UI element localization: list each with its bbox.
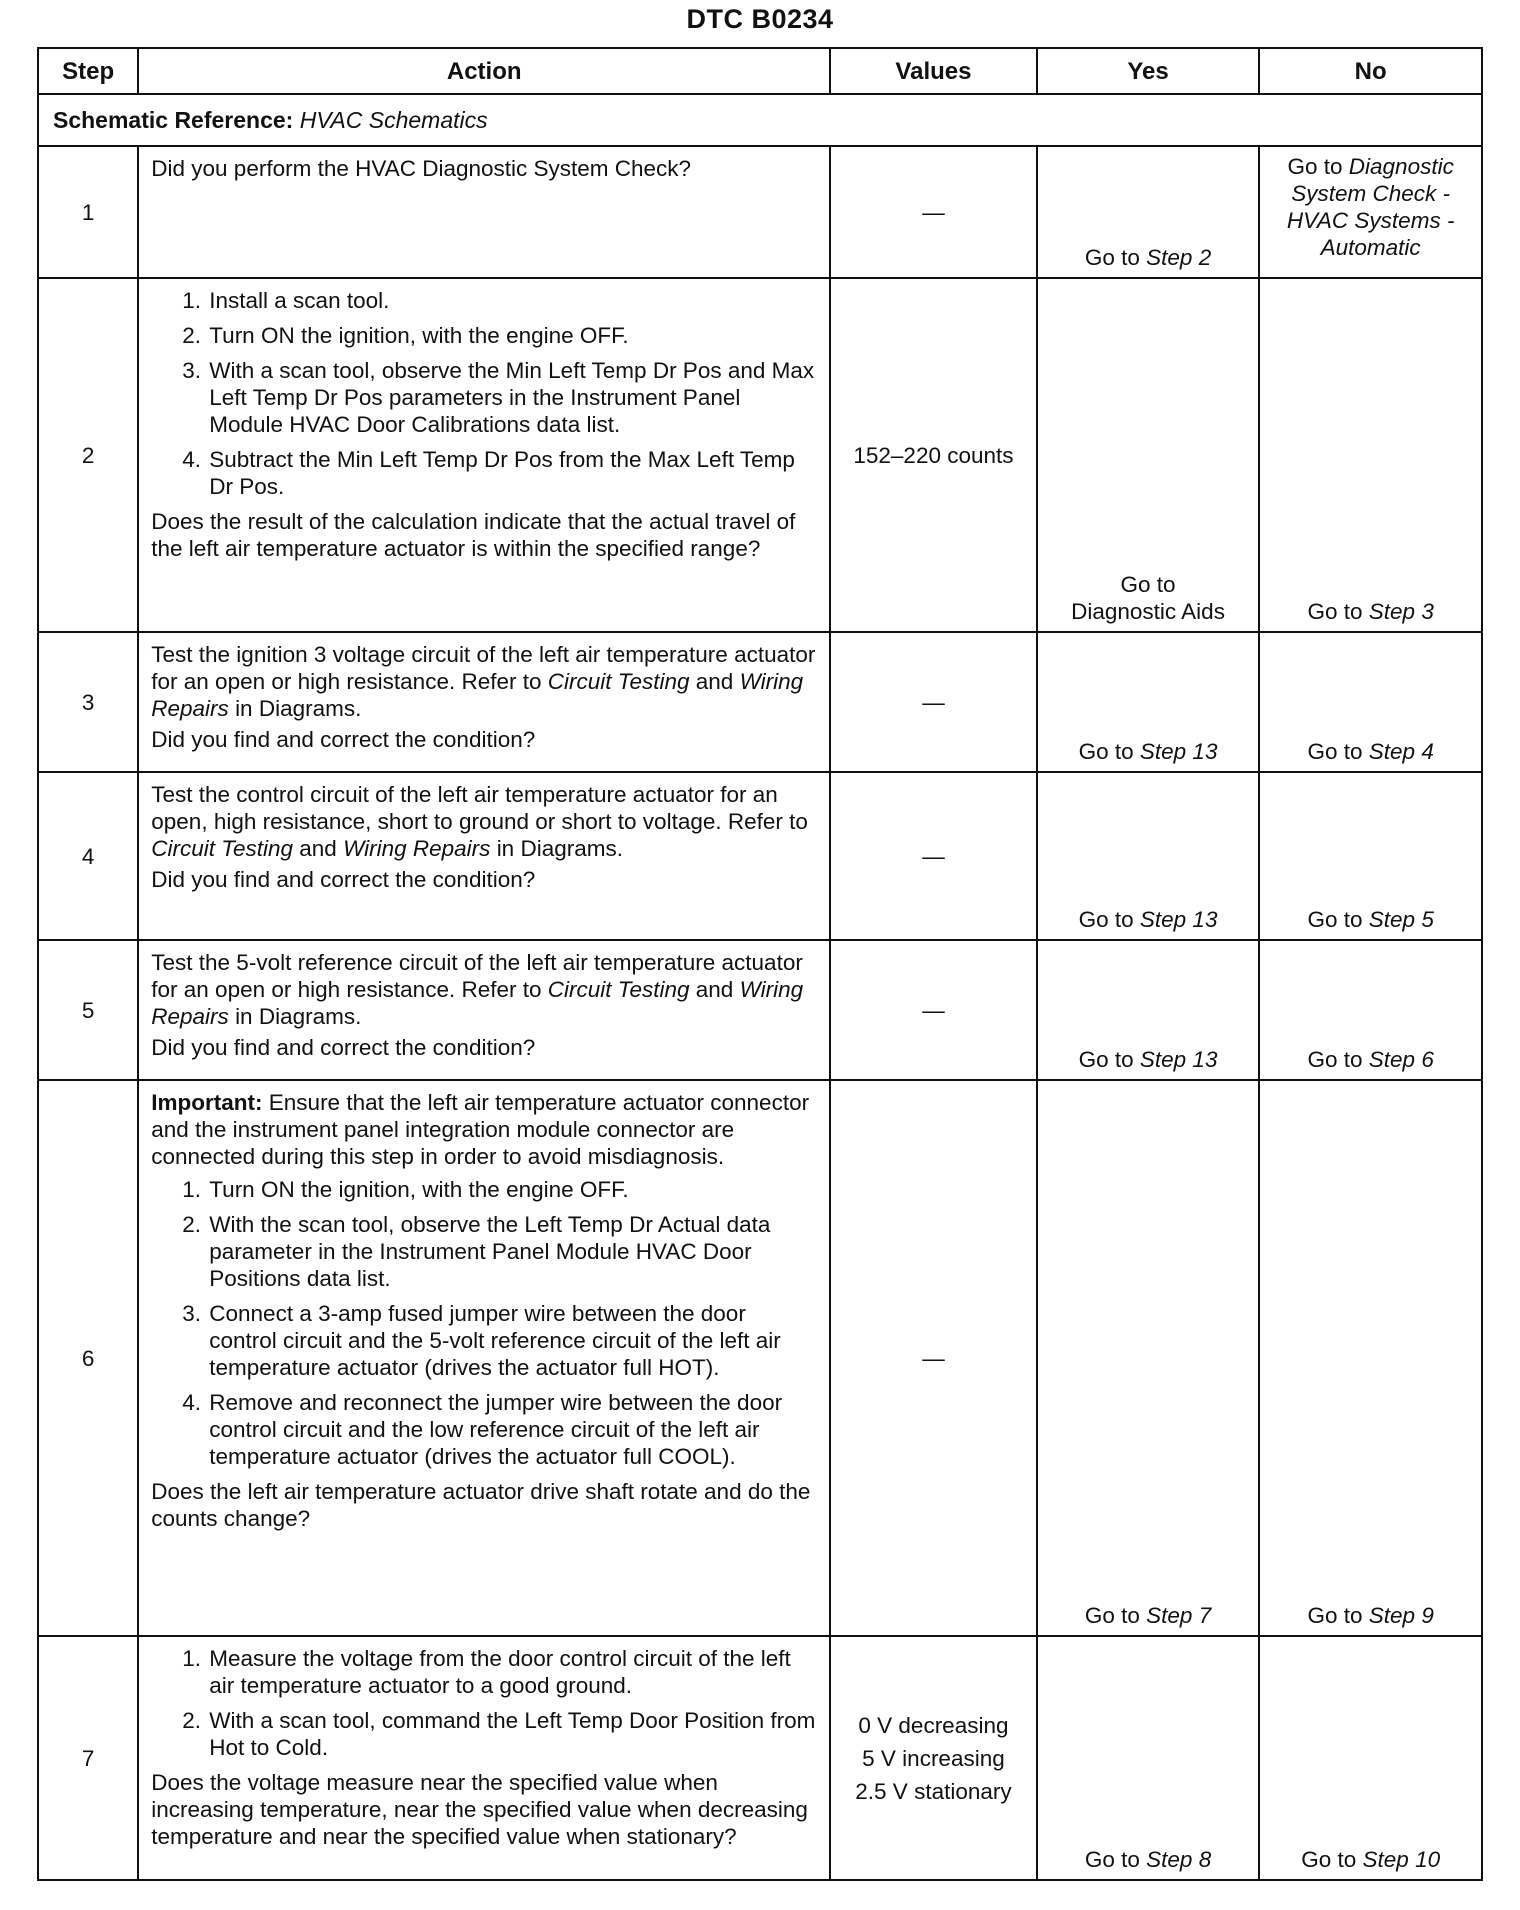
- and-text: and: [695, 977, 734, 1002]
- go-to-label: Go to: [1287, 154, 1343, 179]
- no-link[interactable]: Step 9: [1368, 1603, 1434, 1628]
- go-to-label: Go to: [1078, 1047, 1134, 1072]
- step-row-6: [38, 1080, 1482, 1636]
- action-cell: [138, 632, 830, 772]
- yes-link[interactable]: Step 13: [1139, 1047, 1218, 1072]
- step-row-5: [38, 940, 1482, 1080]
- diagnostic-table: [37, 47, 1483, 1881]
- step-list: [151, 1645, 819, 1761]
- wiring-repairs-link[interactable]: Wiring Repairs: [151, 977, 804, 1029]
- important-text: Ensure that the left air temperature actuator connector and the instrument panel integration module connector are connected during this step in order to avoid misdiagnosis.: [151, 1090, 810, 1169]
- go-to-label: Go to: [1084, 1847, 1140, 1872]
- list-item: 2. Turn ON the ignition, with the engine OFF.: [207, 322, 819, 349]
- list-item: 3. With a scan tool, observe the Min Left Temp Dr Pos and Max Left Temp Dr Pos parameters in the Instrument Panel Module HVAC Door Calibrations data list.: [207, 357, 819, 438]
- value-cell: —: [830, 146, 1037, 278]
- wiring-repairs-link[interactable]: Wiring Repairs: [151, 669, 804, 721]
- step-number: 4: [38, 772, 138, 940]
- step-text: Test the ignition 3 voltage circuit of the left air temperature actuator for an open or high resistance. Refer to: [151, 642, 816, 694]
- list-item: 3. Connect a 3-amp fused jumper wire between the door control circuit and the 5-volt reference circuit of the left air temperature actuator (drives the actuator full HOT).: [207, 1300, 819, 1381]
- yes-cell: [1037, 146, 1260, 278]
- go-to-label: Go to: [1078, 907, 1134, 932]
- go-to-label: Go to: [1307, 907, 1363, 932]
- step-row-7: [38, 1636, 1482, 1880]
- no-cell: [1259, 278, 1482, 632]
- yes-link[interactable]: Step 7: [1146, 1603, 1212, 1628]
- go-to-label: Go to: [1120, 572, 1176, 597]
- step-row-4: [38, 772, 1482, 940]
- step-text: Test the 5-volt reference circuit of the left air temperature actuator for an open or high resistance. Refer to: [151, 950, 803, 1002]
- circuit-testing-link[interactable]: Circuit Testing: [151, 836, 293, 861]
- step-number: 3: [38, 632, 138, 772]
- schematic-reference: [38, 94, 1482, 146]
- important-label: Important:: [151, 1090, 263, 1115]
- action-cell: [138, 940, 830, 1080]
- step-question: Did you find and correct the condition?: [151, 867, 536, 892]
- no-cell: [1259, 1080, 1482, 1636]
- circuit-testing-link[interactable]: Circuit Testing: [547, 669, 690, 694]
- step-question: Does the voltage measure near the specified value when increasing temperature, near the specified value when decreasing temperature and near the specified value when stationary?: [151, 1770, 808, 1849]
- value-line: 5 V increasing: [862, 1745, 1005, 1771]
- go-to-label: Go to: [1084, 1603, 1140, 1628]
- circuit-testing-link[interactable]: Circuit Testing: [547, 977, 690, 1002]
- and-text: and: [695, 669, 734, 694]
- step-question: Does the result of the calculation indicate that the actual travel of the left air temperature actuator is within the specified range?: [151, 509, 796, 561]
- yes-link[interactable]: Step 13: [1139, 907, 1218, 932]
- go-to-label: Go to: [1307, 739, 1363, 764]
- no-link[interactable]: Step 10: [1362, 1847, 1441, 1872]
- yes-link[interactable]: Step 13: [1139, 739, 1218, 764]
- step-number: 5: [38, 940, 138, 1080]
- action-cell: [138, 1080, 830, 1636]
- header-step: Step: [38, 48, 138, 94]
- step-question: Did you perform the HVAC Diagnostic System Check?: [151, 156, 692, 181]
- action-cell: [138, 146, 830, 278]
- step-number: 2: [38, 278, 138, 632]
- no-link[interactable]: Step 3: [1368, 599, 1434, 624]
- go-to-label: Go to: [1301, 1847, 1357, 1872]
- value-cell: [830, 1636, 1037, 1880]
- value-line: 2.5 V stationary: [855, 1778, 1012, 1804]
- list-item: 2. With the scan tool, observe the Left Temp Dr Actual data parameter in the Instrument Panel Module HVAC Door Positions data list.: [207, 1211, 819, 1292]
- list-item: 1. Measure the voltage from the door control circuit of the left air temperature actuator to a good ground.: [207, 1645, 819, 1699]
- value-cell: —: [830, 940, 1037, 1080]
- step-question: Did you find and correct the condition?: [151, 727, 536, 752]
- no-cell: [1259, 1636, 1482, 1880]
- list-item: 4. Remove and reconnect the jumper wire between the door control circuit and the low reference circuit of the left air temperature actuator (drives the actuator full COOL).: [207, 1389, 819, 1470]
- schematic-row: [38, 94, 1482, 146]
- header-row: [38, 48, 1482, 94]
- header-no: No: [1259, 48, 1482, 94]
- yes-cell: [1037, 1080, 1260, 1636]
- list-item: 2. With a scan tool, command the Left Temp Door Position from Hot to Cold.: [207, 1707, 819, 1761]
- in-diagrams-text: in Diagrams.: [496, 836, 623, 861]
- step-row-2: [38, 278, 1482, 632]
- and-text: and: [299, 836, 337, 861]
- step-question: Does the left air temperature actuator drive shaft rotate and do the counts change?: [151, 1479, 811, 1531]
- step-text: Test the control circuit of the left air temperature actuator for an open, high resistance, short to ground or short to voltage. Refer to: [151, 782, 808, 834]
- action-cell: [138, 278, 830, 632]
- action-cell: [138, 772, 830, 940]
- action-cell: [138, 1636, 830, 1880]
- step-number: 6: [38, 1080, 138, 1636]
- yes-cell: [1037, 940, 1260, 1080]
- no-link[interactable]: Diagnostic System Check - HVAC Systems - Automatic: [1286, 154, 1455, 260]
- step-row-3: [38, 632, 1482, 772]
- important-note: [151, 1089, 819, 1170]
- go-to-label: Go to: [1307, 599, 1363, 624]
- list-item: 4. Subtract the Min Left Temp Dr Pos from the Max Left Temp Dr Pos.: [207, 446, 819, 500]
- step-list: [151, 1176, 819, 1470]
- no-link[interactable]: Step 5: [1368, 907, 1434, 932]
- value-cell: 152–220 counts: [830, 278, 1037, 632]
- list-item: 1. Install a scan tool.: [207, 287, 819, 314]
- no-link[interactable]: Step 4: [1368, 739, 1434, 764]
- yes-cell: [1037, 278, 1260, 632]
- yes-link[interactable]: Step 2: [1146, 245, 1212, 270]
- go-to-label: Go to: [1307, 1047, 1363, 1072]
- header-values: Values: [830, 48, 1037, 94]
- value-cell: —: [830, 1080, 1037, 1636]
- wiring-repairs-link[interactable]: Wiring Repairs: [343, 836, 491, 861]
- page-title: DTC B0234: [686, 4, 834, 34]
- in-diagrams-text: in Diagrams.: [235, 696, 362, 721]
- yes-link[interactable]: Step 8: [1146, 1847, 1212, 1872]
- step-list: [151, 287, 819, 500]
- no-cell: [1259, 632, 1482, 772]
- yes-cell: [1037, 632, 1260, 772]
- value-line: 0 V decreasing: [858, 1712, 1009, 1738]
- no-cell: [1259, 772, 1482, 940]
- go-to-label: Go to: [1307, 1603, 1363, 1628]
- step-number: 1: [38, 146, 138, 278]
- value-cell: —: [830, 632, 1037, 772]
- go-to-label: Go to: [1084, 245, 1140, 270]
- step-question: Did you find and correct the condition?: [151, 1035, 536, 1060]
- step-row-1: [38, 146, 1482, 278]
- schematic-label: Schematic Reference:: [53, 106, 294, 133]
- no-link[interactable]: Step 6: [1368, 1047, 1434, 1072]
- yes-link[interactable]: Diagnostic Aids: [1071, 599, 1225, 624]
- yes-cell: [1037, 1636, 1260, 1880]
- list-item: 1. Turn ON the ignition, with the engine OFF.: [207, 1176, 819, 1203]
- step-number: 7: [38, 1636, 138, 1880]
- go-to-label: Go to: [1078, 739, 1134, 764]
- header-yes: Yes: [1037, 48, 1260, 94]
- in-diagrams-text: in Diagrams.: [235, 1004, 362, 1029]
- no-cell: [1259, 940, 1482, 1080]
- value-cell: —: [830, 772, 1037, 940]
- no-cell: [1259, 146, 1482, 278]
- schematic-link[interactable]: HVAC Schematics: [299, 106, 488, 133]
- yes-cell: [1037, 772, 1260, 940]
- header-action: Action: [138, 48, 830, 94]
